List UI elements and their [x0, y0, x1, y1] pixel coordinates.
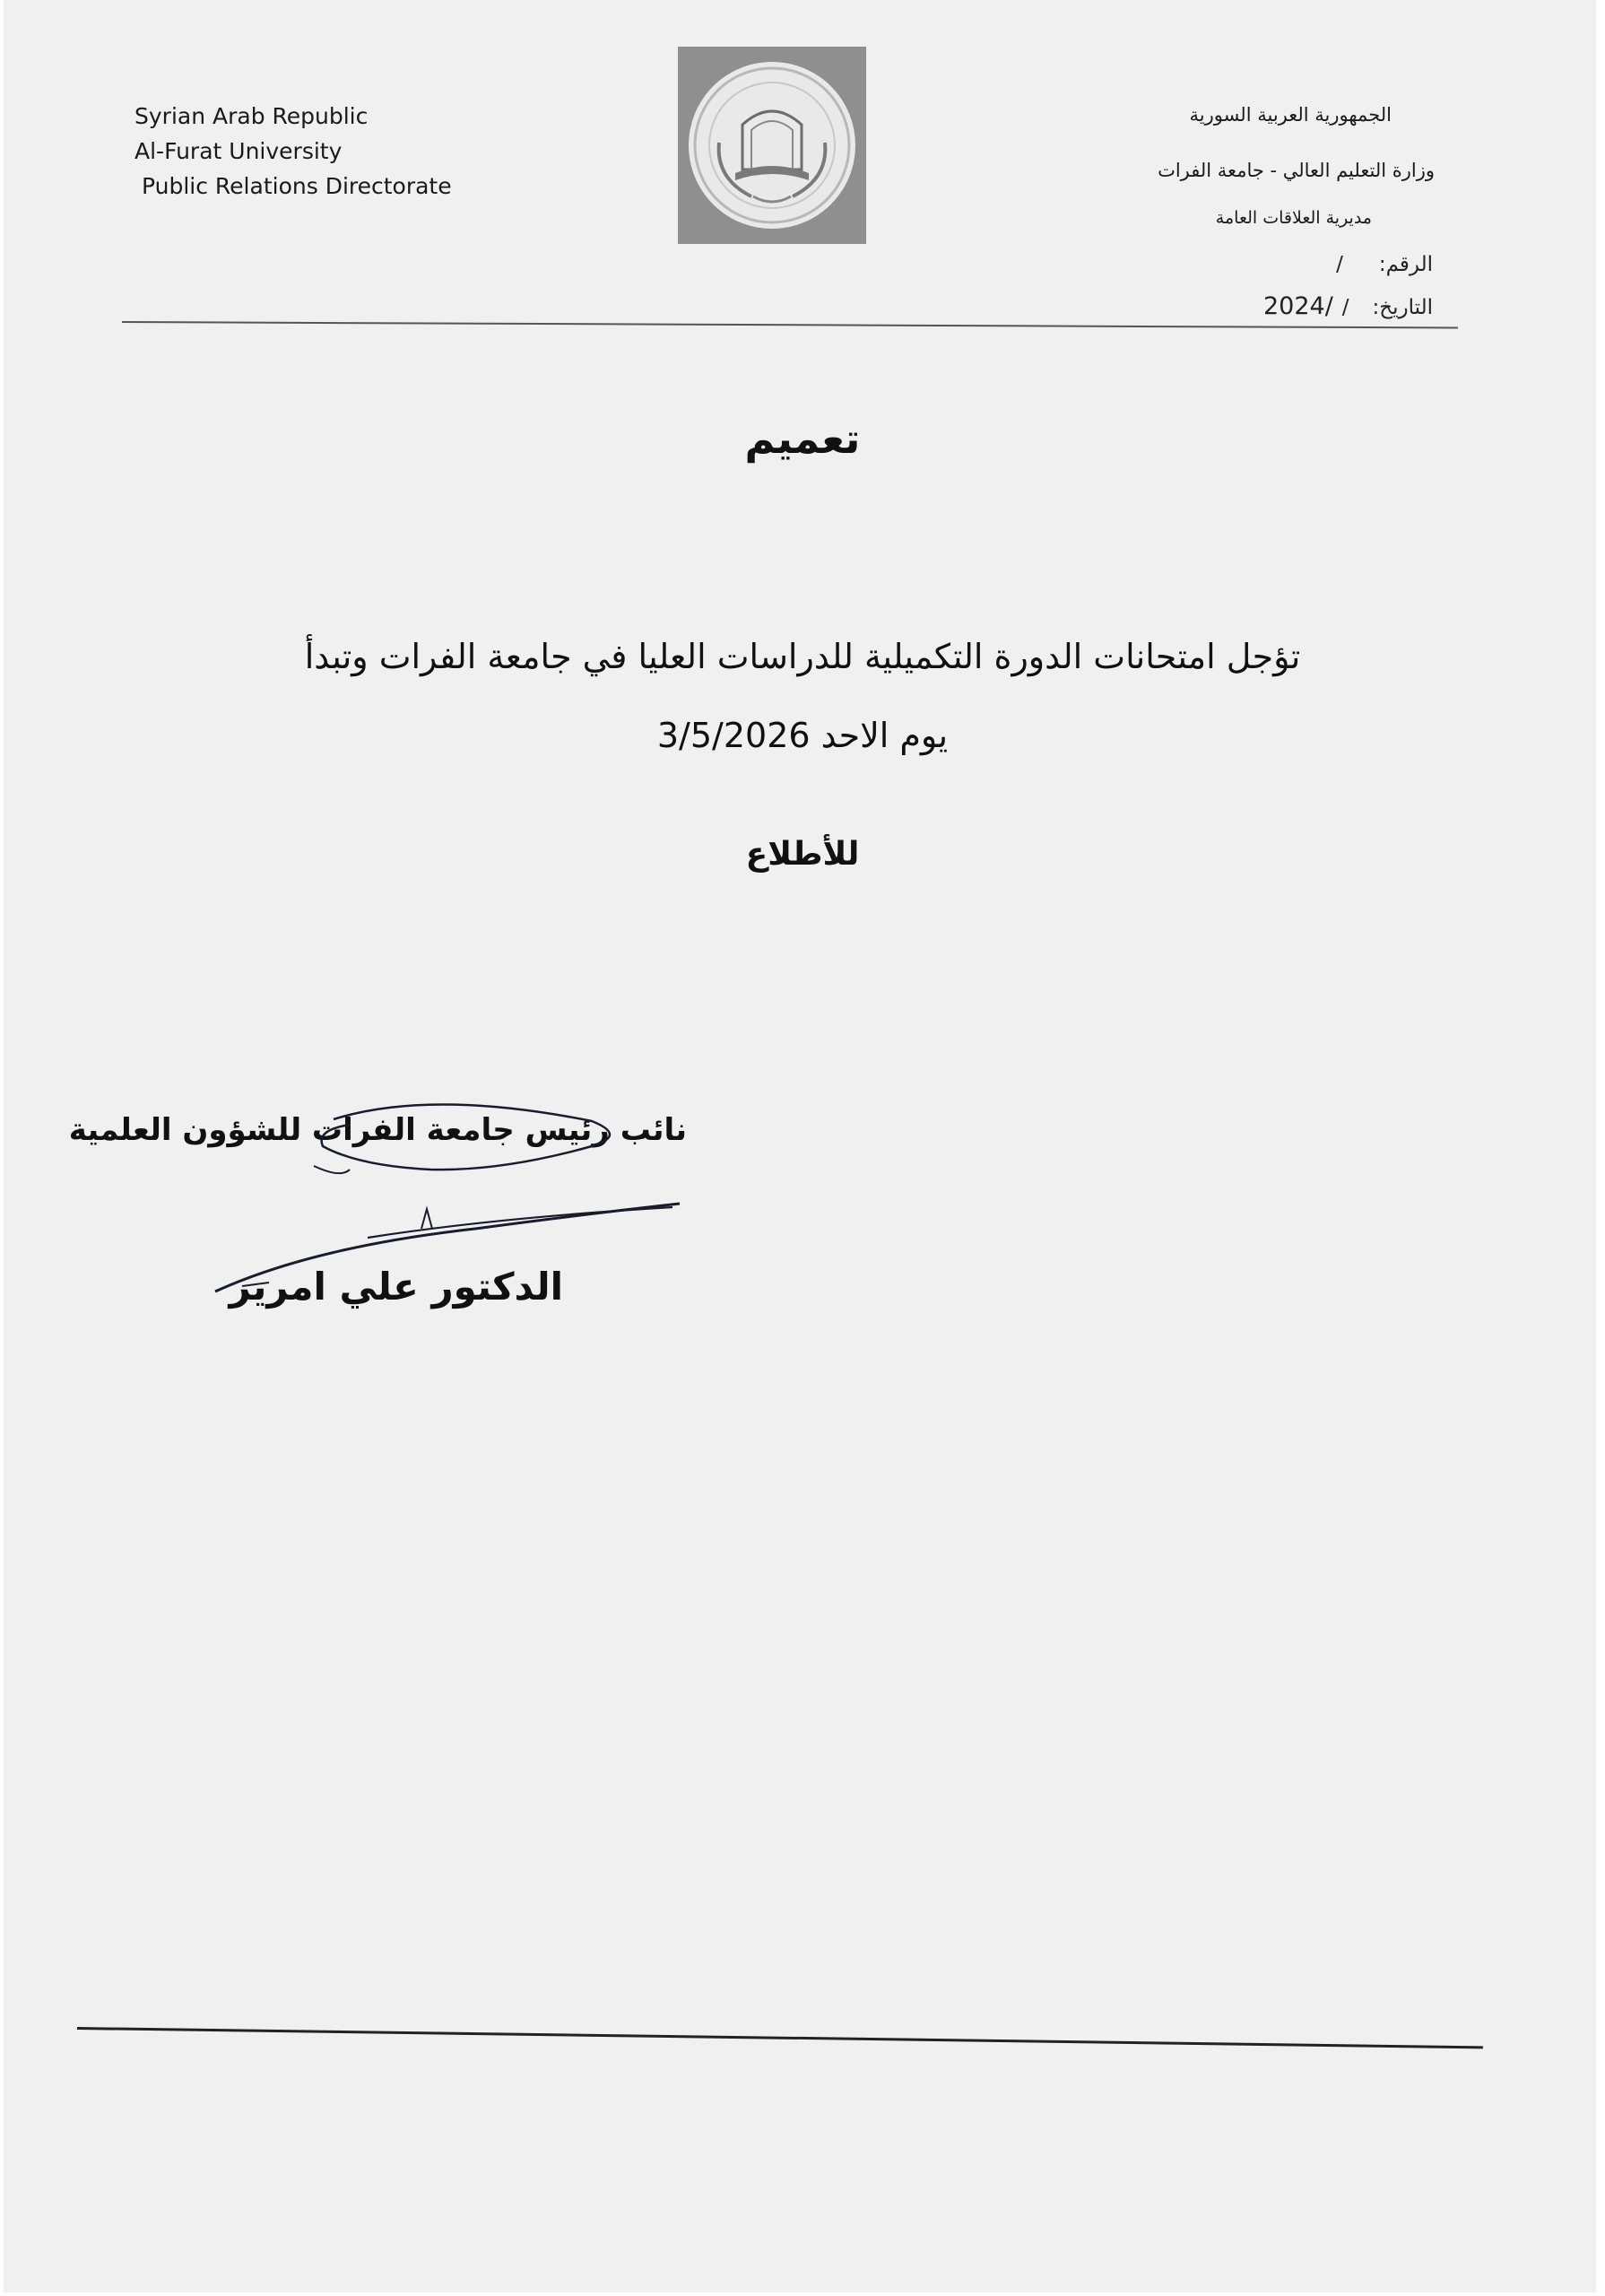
header-ar-ministry: وزارة التعليم العالي - جامعة الفرات	[1158, 160, 1435, 181]
reference-value: /	[1336, 253, 1343, 276]
announcement-line-1: تؤجل امتحانات الدورة التكميلية للدراسات العليا في جامعة الفرات وتبدأ	[304, 637, 1301, 676]
header-english	[134, 99, 511, 204]
header-university: Al-Furat University	[134, 138, 343, 164]
header-country: Syrian Arab Republic	[134, 103, 369, 129]
date-label: التاريخ:	[1372, 296, 1433, 319]
date-row	[1263, 292, 1433, 320]
university-logo	[678, 47, 866, 244]
header-ar-directorate: مديرية العلاقات العامة	[1215, 208, 1372, 228]
signatory-name: الدكتور علي امرير	[229, 1265, 563, 1309]
reference-label: الرقم:	[1378, 253, 1433, 276]
header-ar-country: الجمهورية العربية السورية	[1189, 104, 1392, 126]
signatory-title: نائب رئيس جامعة الفرات للشؤون العلمية	[68, 1112, 687, 1148]
university-seal	[689, 62, 855, 229]
header-directorate: Public Relations Directorate	[142, 173, 452, 199]
announcement-line-2	[0, 716, 1605, 755]
announcement-date: 3/5/2026	[656, 716, 811, 755]
document-title: تعميم	[744, 414, 861, 463]
page-edge	[1596, 0, 1605, 2296]
reference-number-row	[1336, 253, 1433, 276]
announcement-day: يوم الاحد	[820, 716, 949, 755]
handwritten-signature	[206, 1094, 708, 1309]
date-year: 2024/	[1262, 292, 1333, 320]
for-information-note: للأطلاع	[745, 836, 860, 873]
date-separator: /	[1341, 296, 1349, 319]
